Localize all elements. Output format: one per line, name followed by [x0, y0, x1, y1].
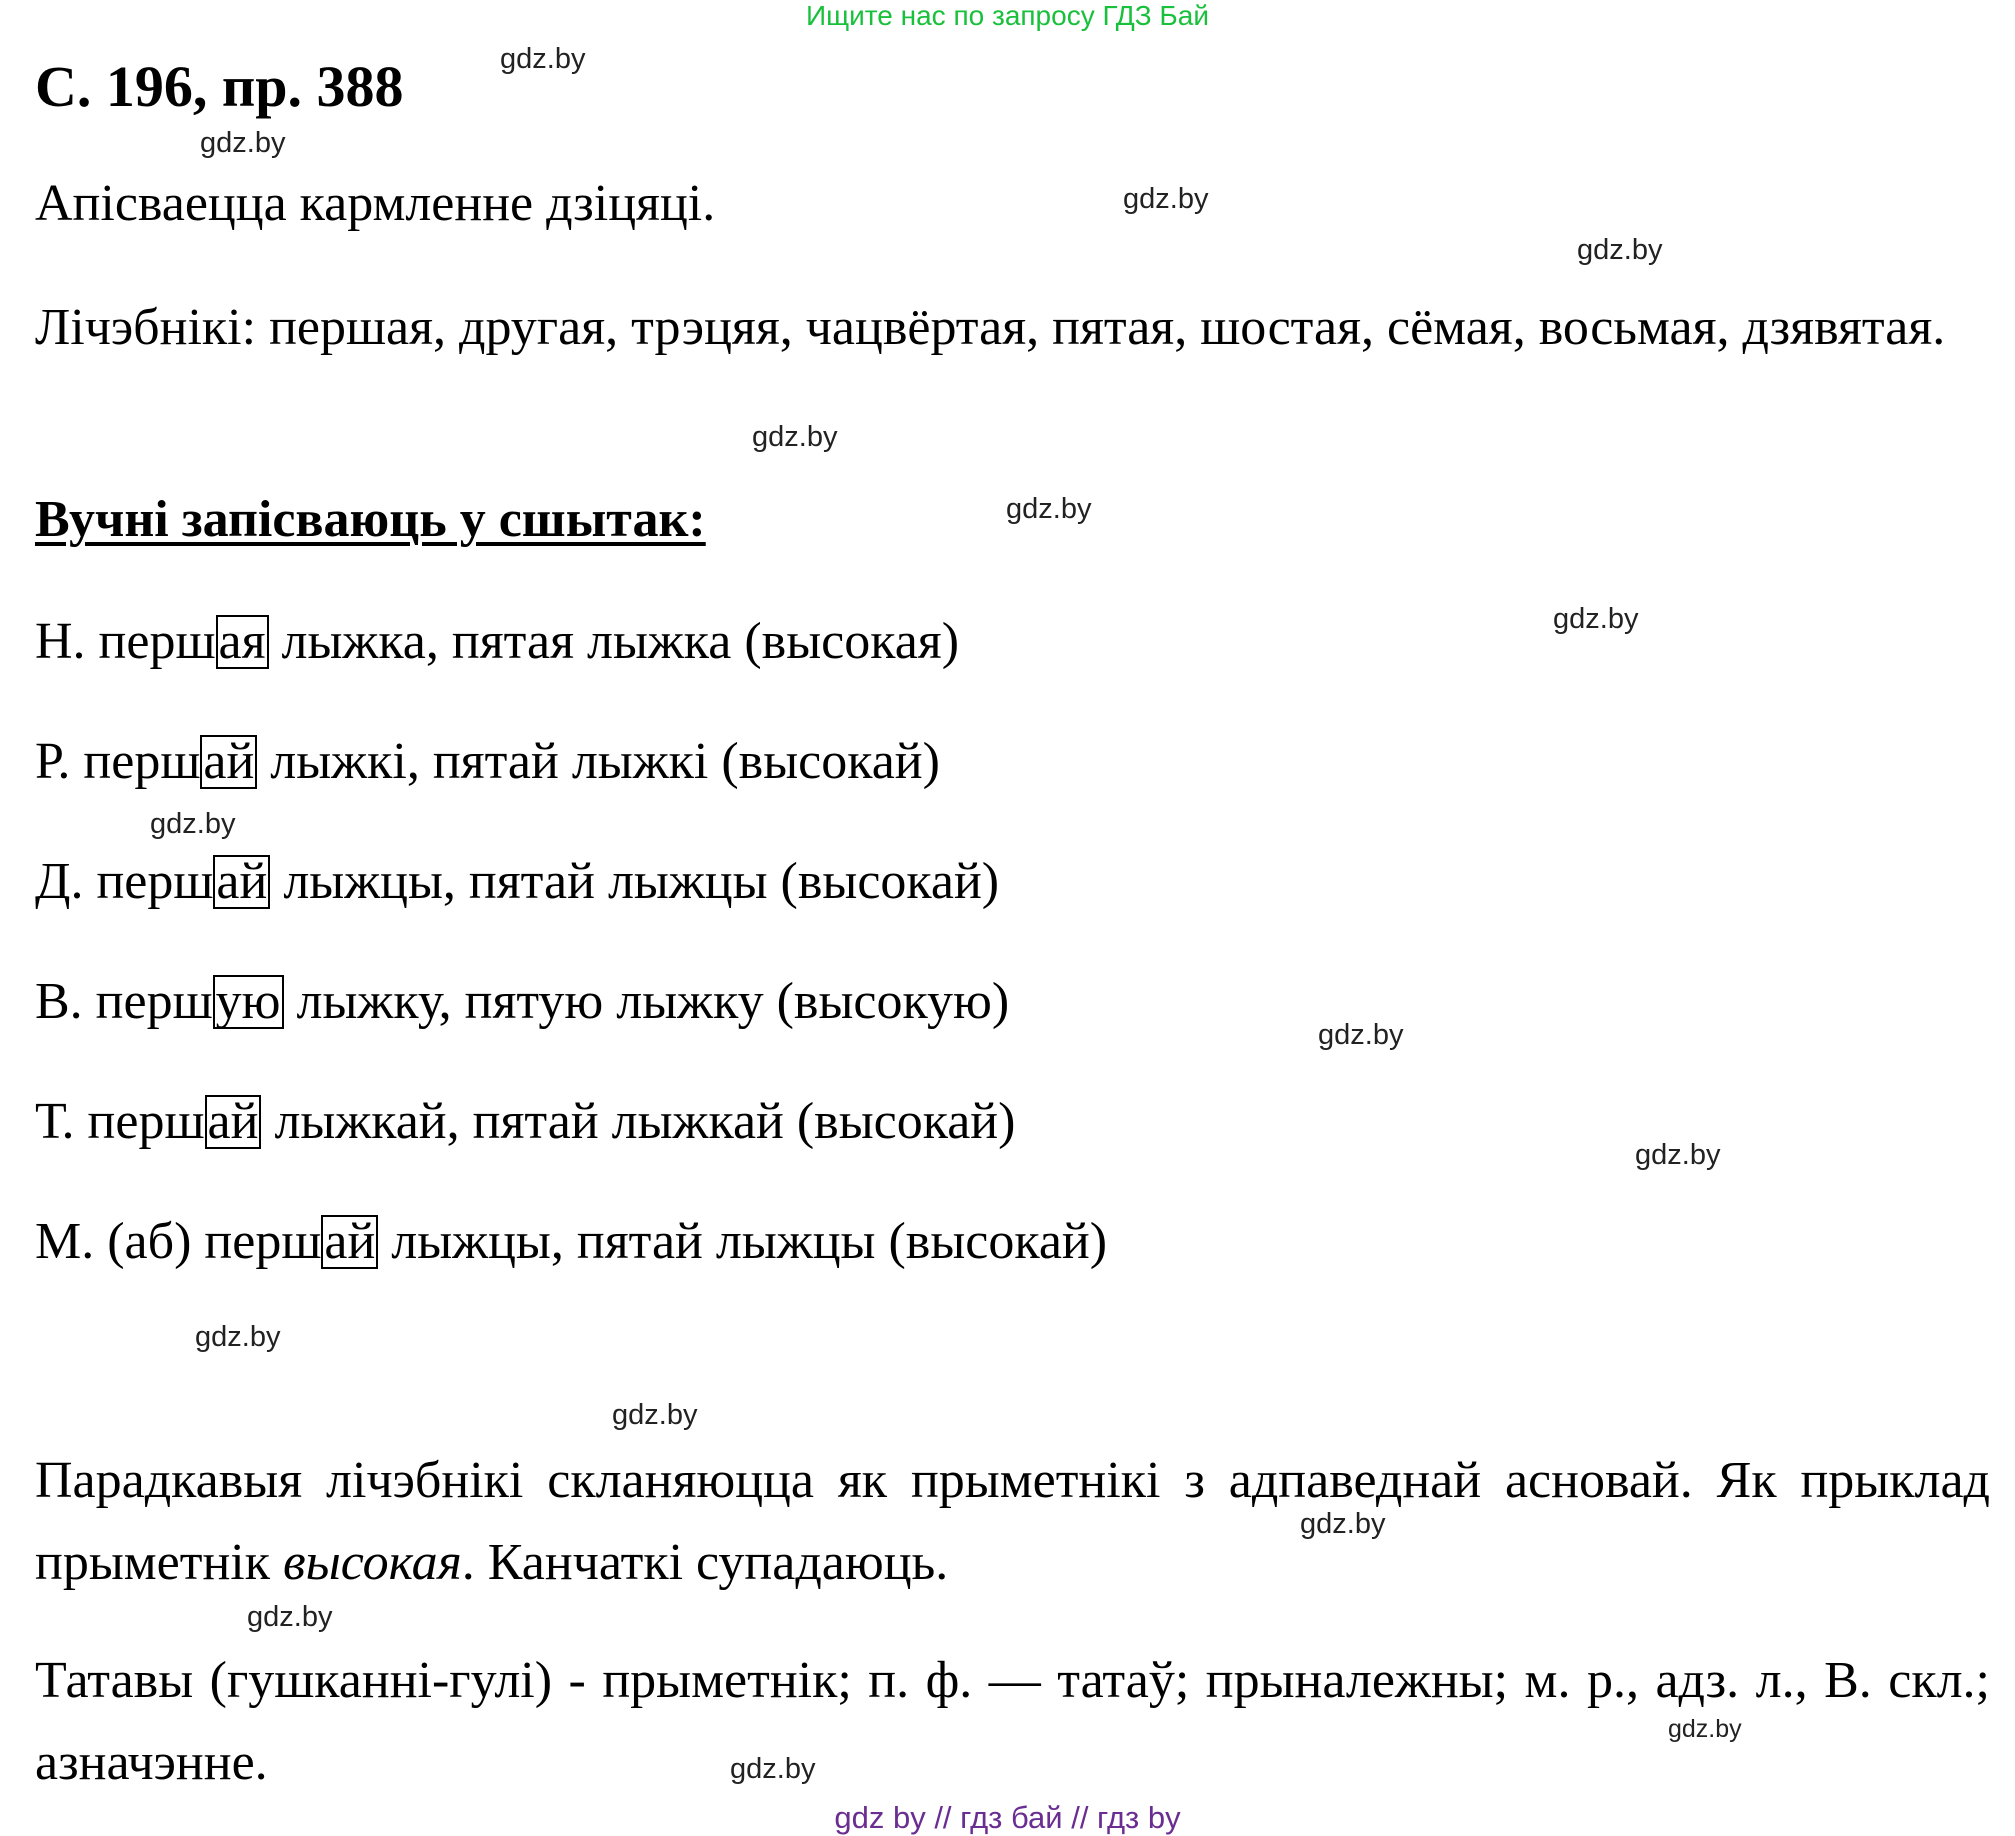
- watermark: gdz.by: [1635, 1139, 1721, 1171]
- watermark: gdz.by: [195, 1321, 281, 1353]
- case-rest: лыжцы, пятай лыжцы (высокай): [378, 1213, 1108, 1270]
- numerals-text: Лічэбнікі: першая, другая, трэцяя, чацвёртая, пятая, шостая, сёмая, восьмая, дзявятая.: [35, 299, 1946, 356]
- case-prefix: В. перш: [35, 973, 213, 1030]
- case-ending-box: ай: [200, 735, 257, 789]
- case-rest: лыжку, пятую лыжку (высокую): [283, 973, 1010, 1030]
- watermark: gdz.by: [150, 808, 236, 840]
- case-rest: лыжкай, пятай лыжкай (высокай): [261, 1093, 1016, 1150]
- watermark: gdz.by: [200, 127, 286, 159]
- case-ending-box: ая: [216, 615, 269, 669]
- watermark: gdz.by: [1318, 1019, 1404, 1051]
- case-ending-box: ай: [213, 855, 270, 909]
- watermark: gdz.by: [1577, 234, 1663, 266]
- analysis-text: Татавы (гушканні-гулі) - прыметнік; п. ф. — татаў; прыналежны; м. р., адз. л., В. скл.; азначэнне.: [35, 1652, 1990, 1791]
- case-row-nominative: [35, 610, 959, 674]
- example-word: высокая: [283, 1534, 462, 1591]
- watermark: gdz.by: [500, 43, 586, 75]
- case-row-genitive: [35, 730, 940, 794]
- watermark: gdz.by: [730, 1753, 816, 1785]
- watermark: gdz.by: [1123, 183, 1209, 215]
- case-row-locative: [35, 1210, 1107, 1274]
- case-ending-box: ую: [213, 975, 284, 1029]
- watermark: gdz.by: [247, 1601, 333, 1633]
- case-row-dative: [35, 850, 999, 914]
- case-rest: лыжцы, пятай лыжцы (высокай): [270, 853, 1000, 910]
- watermark: gdz.by: [1668, 1715, 1742, 1743]
- watermark: gdz.by: [1006, 493, 1092, 525]
- case-prefix: Н. перш: [35, 613, 216, 670]
- case-ending-box: ай: [205, 1095, 262, 1149]
- top-banner: Ищите нас по запросу ГДЗ Бай: [805, 0, 1210, 31]
- case-rest: лыжка, пятая лыжка (высокая): [268, 613, 960, 670]
- watermark: gdz.by: [752, 421, 838, 453]
- case-prefix: М. (аб) перш: [35, 1213, 322, 1270]
- page-title: С. 196, пр. 388: [35, 54, 404, 119]
- case-prefix: Д. перш: [35, 853, 214, 910]
- explanation-part: Парадкавыя лічэбнікі скланяюцца як прыметнікі з адпаведнай асновай. Як прыклад прыметнік: [35, 1452, 1990, 1591]
- footer-links: gdz by // гдз бай // гдз by: [834, 1800, 1181, 1835]
- case-rest: лыжкі, пятай лыжкі (высокай): [257, 733, 940, 790]
- intro-text: Апісваецца кармленне дзіцяці.: [35, 175, 716, 232]
- case-prefix: Р. перш: [35, 733, 201, 790]
- explanation-part: . Канчаткі супадаюць.: [461, 1534, 949, 1591]
- section-heading: Вучні запісваюць у сшытак:: [35, 491, 706, 548]
- explanation-text: [35, 1440, 1990, 1604]
- case-prefix: Т. перш: [35, 1093, 205, 1150]
- watermark: gdz.by: [1553, 603, 1639, 635]
- watermark: gdz.by: [612, 1399, 698, 1431]
- case-row-accusative: [35, 970, 1009, 1034]
- watermark: gdz.by: [1300, 1508, 1386, 1540]
- case-ending-box: ай: [321, 1215, 378, 1269]
- case-row-instrumental: [35, 1090, 1015, 1154]
